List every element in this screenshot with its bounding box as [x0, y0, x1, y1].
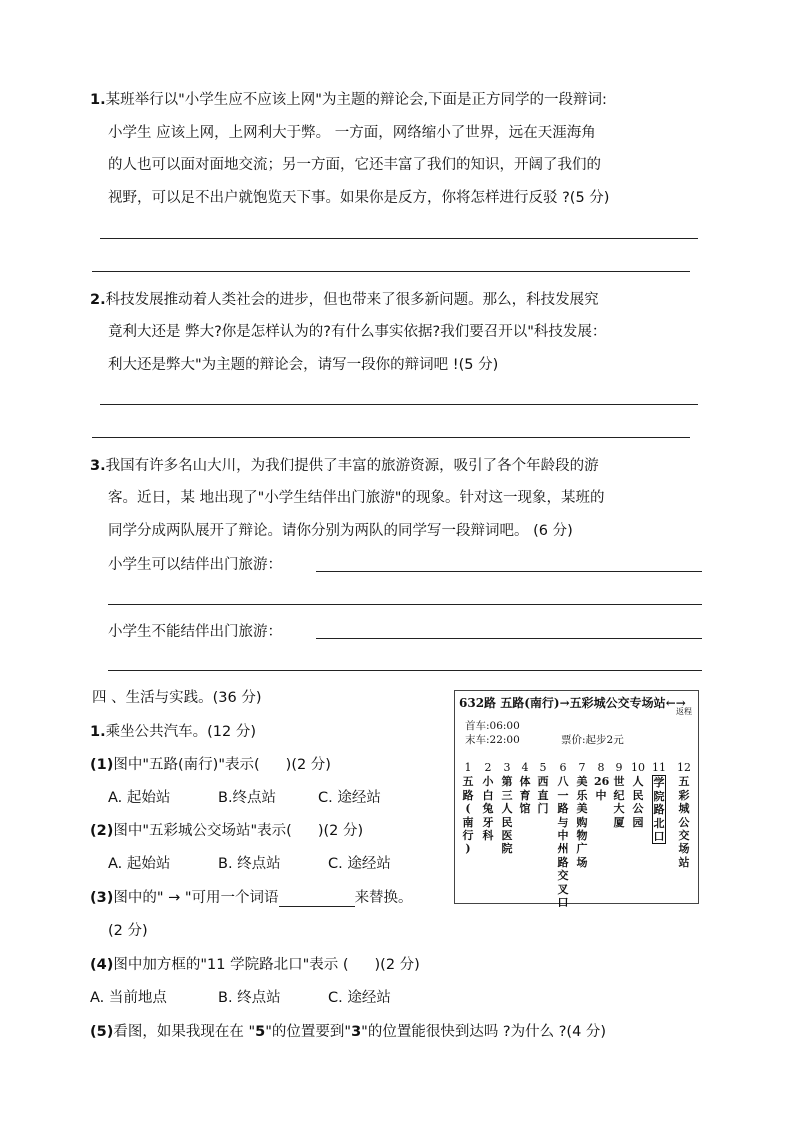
bus-stop-7 — [575, 761, 589, 869]
bus-stop-name: 八 一 路 与 中 州 路 交 叉 口 — [557, 775, 569, 910]
bus-stop-name: 西 直 门 — [537, 775, 549, 816]
sub5-question: (5)看图，如果我现在在 "5"的位置要到"3"的位置能很快到达吗 ?为什么 ?(4 分) — [90, 1024, 607, 1040]
sub2-option-a[interactable]: A. 起始站 — [108, 856, 171, 872]
bus-stop-name: 美 乐 美 购 物 广 场 — [576, 775, 588, 869]
q3-number: 3. — [90, 458, 106, 474]
q2-answer-line-2[interactable] — [92, 437, 690, 438]
q3-prompt-no: 小学生不能结伴出门旅游： — [108, 624, 282, 640]
bus-stop-number: 11 — [652, 761, 666, 774]
last-bus-time: 末车:22:00 — [465, 734, 520, 746]
q2-number: 2. — [90, 292, 106, 308]
q3-line-3: 同学分成两队展开了辩论。请你分别为两队的同学写一段辩词吧。 (6 分) — [108, 523, 573, 539]
sub4-question: (4)图中加方框的"11 学院路北口"表示 ( )(2 分) — [90, 957, 420, 973]
bus-stop-number: 12 — [677, 761, 691, 774]
section4-title: 四 、生活与实践。(36 分) — [92, 690, 262, 706]
bus-stop-name: 第 三 人 民 医 院 — [501, 775, 513, 856]
bus-stop-number: 6 — [559, 761, 567, 774]
bus-stop-8 — [594, 761, 608, 802]
q1-number: 1. — [90, 92, 106, 108]
sub2-question: (2)图中"五彩城公交场站"表示( )(2 分) — [90, 823, 364, 839]
bus-route-header: 632路 五路(南行)→五彩城公交专场站←→ — [459, 696, 686, 710]
first-bus-time: 首车:06:00 — [465, 720, 520, 732]
bus-stop-number: 2 — [484, 761, 492, 774]
bus-stop-1 — [461, 761, 475, 856]
bus-stop-5 — [536, 761, 550, 816]
bus-stop-name: 学 院 路 北 口 — [653, 776, 665, 844]
bus-stop-name: 小 白 兔 牙 科 — [482, 775, 494, 843]
q3-prompt-yes: 小学生可以结伴出门旅游： — [108, 557, 282, 573]
bus-stop-10 — [631, 761, 645, 829]
bus-stop-3 — [500, 761, 514, 856]
bus-stop-name: 五 彩 城 公 交 场 站 — [678, 775, 690, 869]
s4-q1-title: 1.乘坐公共汽车。(12 分) — [90, 724, 256, 740]
bus-stop-name: 世 纪 大 厦 — [613, 775, 625, 829]
bus-stop-number: 7 — [578, 761, 586, 774]
bus-stop-number: 9 — [615, 761, 623, 774]
bus-stop-number: 8 — [597, 761, 605, 774]
bus-stop-2 — [481, 761, 495, 842]
bus-stop-number: 10 — [631, 761, 645, 774]
q2-line-1: 2.科技发展推动着人类社会的进步，但也带来了很多新问题。那么，科技发展究 — [90, 292, 599, 308]
q3-line-1: 3.我国有许多名山大川，为我们提供了丰富的旅游资源，吸引了各个年龄段的游 — [90, 458, 599, 474]
bus-stop-number: 5 — [539, 761, 547, 774]
q1-answer-line-2[interactable] — [92, 271, 690, 272]
q3-yes-answer-line-2[interactable] — [108, 604, 702, 605]
q3-no-answer-line-1[interactable] — [316, 638, 702, 639]
bus-stop-9 — [612, 761, 626, 829]
bus-stop-12 — [677, 761, 691, 869]
q2-line-3: 利大还是弊大"为主题的辩论会，请写一段你的辩词吧 !(5 分) — [108, 357, 499, 373]
sub1-option-a[interactable]: A. 起始站 — [108, 790, 171, 806]
bus-stop-number: 4 — [521, 761, 529, 774]
sub4-option-b[interactable]: B. 终点站 — [218, 990, 281, 1006]
q3-no-answer-line-2[interactable] — [108, 670, 702, 671]
sub4-option-a[interactable]: A. 当前地点 — [90, 990, 167, 1006]
q3-yes-answer-line-1[interactable] — [316, 571, 702, 572]
bus-stop-name: 体 育 馆 — [519, 775, 531, 816]
return-label: 返程 — [676, 707, 692, 716]
sub3-answer-blank[interactable] — [279, 890, 355, 907]
bus-stop-6 — [556, 761, 570, 909]
q2-answer-line-1[interactable] — [100, 404, 698, 405]
bus-stop-number: 3 — [503, 761, 511, 774]
bus-stop-11 — [652, 761, 666, 844]
bus-stop-name: 26中 — [594, 775, 610, 802]
q3-line-2: 客。近日，某 地出现了"小学生结伴出门旅游"的现象。针对这一现象，某班的 — [108, 490, 605, 506]
sub1-option-b[interactable]: B.终点站 — [218, 790, 277, 806]
bus-stop-4 — [518, 761, 532, 816]
sub4-option-c[interactable]: C. 途经站 — [328, 990, 391, 1006]
q1-line-4: 视野，可以足不出户就饱览天下事。如果你是反方，你将怎样进行反驳 ?(5 分) — [108, 190, 610, 206]
q1-answer-line-1[interactable] — [100, 238, 698, 239]
fare-info: 票价:起步2元 — [561, 734, 624, 746]
sub2-option-b[interactable]: B. 终点站 — [218, 856, 281, 872]
bus-stop-number: 1 — [464, 761, 472, 774]
sub2-option-c[interactable]: C. 途经站 — [328, 856, 391, 872]
q1-line-3: 的人也可以面对面地交流；另一方面，它还丰富了我们的知识，开阔了我们的 — [108, 157, 601, 173]
bus-stop-name: 人 民 公 园 — [632, 775, 644, 829]
bus-stop-name: 五 路 ( 南 行 ) — [462, 775, 474, 856]
q1-line-1: 1.某班举行以"小学生应不应该上网"为主题的辩论会,下面是正方同学的一段辩词: — [90, 92, 607, 108]
q1-line-2: 小学生 应该上网，上网利大于弊。 一方面，网络缩小了世界，远在天涯海角 — [108, 125, 596, 141]
sub3-question: (3)图中的" → "可用一个词语 来替换。 — [90, 890, 413, 906]
sub1-option-c[interactable]: C. 途经站 — [318, 790, 381, 806]
sub3-score: (2 分) — [108, 923, 148, 939]
sub1-question: (1)图中"五路(南行)"表示( )(2 分) — [90, 757, 331, 773]
q2-line-2: 竟利大还是 弊大?你是怎样认为的?有什么事实依据?我们要召开以"科技发展： — [108, 324, 607, 340]
bus-stop-sign — [454, 690, 699, 910]
